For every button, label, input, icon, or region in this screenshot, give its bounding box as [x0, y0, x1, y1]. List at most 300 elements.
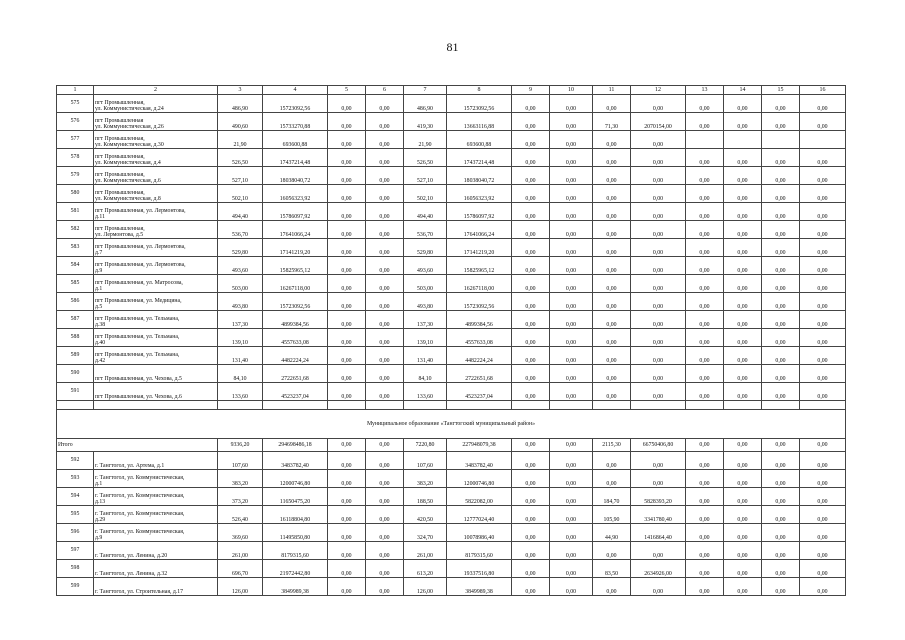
value-cell-c5: 0,00 — [328, 149, 366, 167]
value-cell-c15: 0,00 — [762, 149, 800, 167]
table-row — [57, 293, 846, 311]
value-cell-c13: 0,00 — [686, 506, 724, 524]
address-cell — [94, 149, 218, 167]
value-cell-c6: 0,00 — [366, 488, 404, 506]
value-cell-c4: 11495850,80 — [263, 524, 328, 542]
value-cell-c12: 0,00 — [631, 452, 686, 470]
value-cell-c16: 0,00 — [800, 239, 846, 257]
value-cell-c13: 0,00 — [686, 488, 724, 506]
value-cell-c8: 13663116,88 — [447, 113, 512, 131]
value-cell-c10: 0,00 — [550, 329, 593, 347]
value-cell-c5: 0,00 — [328, 167, 366, 185]
value-cell-c16: 0,00 — [800, 149, 846, 167]
total-value-c11: 2115,30 — [593, 439, 631, 452]
value-cell-c15: 0,00 — [762, 488, 800, 506]
address-line-1: г. Тангтогол, ул. Коммунистическая, — [95, 474, 185, 481]
value-cell-c9: 0,00 — [512, 311, 550, 329]
value-cell-c12: 0,00 — [631, 149, 686, 167]
row-number: 590 — [57, 365, 94, 383]
value-cell-c10: 0,00 — [550, 167, 593, 185]
value-cell-c5: 0,00 — [328, 470, 366, 488]
value-cell-c6: 0,00 — [366, 470, 404, 488]
total-label: Итого — [57, 439, 218, 452]
row-number: 585 — [57, 275, 94, 293]
value-cell-c9: 0,00 — [512, 203, 550, 221]
address-line-1: г. Тангтогол, ул. Ленина, д.32 — [95, 570, 168, 577]
value-cell-c15: 0,00 — [762, 221, 800, 239]
value-cell-c14: 0,00 — [724, 452, 762, 470]
table-row — [57, 113, 846, 131]
value-cell-c3: 493,80 — [218, 293, 263, 311]
total-value-c4: 294698486,18 — [263, 439, 328, 452]
value-cell-c6: 0,00 — [366, 131, 404, 149]
value-cell-c15: 0,00 — [762, 257, 800, 275]
value-cell-c12: 0,00 — [631, 293, 686, 311]
address-line-1: пгт Промышленная, ул. Тельмана, — [95, 315, 180, 322]
total-value-c14: 0,00 — [724, 439, 762, 452]
value-cell-c4: 16118804,80 — [263, 506, 328, 524]
value-cell-c14: 0,00 — [724, 239, 762, 257]
value-cell-c13: 0,00 — [686, 257, 724, 275]
value-cell-c5: 0,00 — [328, 560, 366, 578]
address-cell — [94, 275, 218, 293]
value-cell-c5: 0,00 — [328, 275, 366, 293]
value-cell-c12: 3341780,40 — [631, 506, 686, 524]
value-cell-c6: 0,00 — [366, 113, 404, 131]
value-cell-c7: 493,60 — [404, 257, 447, 275]
value-cell-c4: 3849989,38 — [263, 578, 328, 596]
value-cell-c13: 0,00 — [686, 221, 724, 239]
value-cell-c14: 0,00 — [724, 221, 762, 239]
page-number: 81 — [446, 40, 459, 54]
value-cell-c12: 0,00 — [631, 131, 686, 149]
value-cell-c11: 44,90 — [593, 524, 631, 542]
table-row — [57, 347, 846, 365]
table-row — [57, 329, 846, 347]
value-cell-c16: 0,00 — [800, 560, 846, 578]
value-cell-c8: 12000746,80 — [447, 470, 512, 488]
column-header-15: 15 — [762, 86, 800, 95]
address-cell — [94, 452, 218, 470]
value-cell-c14: 0,00 — [724, 257, 762, 275]
address-line-2: ул. Лермонтова, д.5 — [95, 231, 144, 238]
empty-cell — [404, 401, 447, 410]
value-cell-c9: 0,00 — [512, 113, 550, 131]
address-line-1: пгт Промышленная, — [95, 225, 145, 232]
value-cell-c7: 131,40 — [404, 347, 447, 365]
value-cell-c14: 0,00 — [724, 167, 762, 185]
address-cell — [94, 329, 218, 347]
value-cell-c11: 184,70 — [593, 488, 631, 506]
address-line-1: г. Тангтогол, ул. Ленина, д.20 — [95, 552, 168, 559]
address-line-1: пгт Промышленная, ул. Лермонтова, — [95, 261, 186, 268]
value-cell-c16: 0,00 — [800, 383, 846, 401]
value-cell-c7: 494,40 — [404, 203, 447, 221]
value-cell-c3: 536,70 — [218, 221, 263, 239]
value-cell-c9: 0,00 — [512, 221, 550, 239]
address-cell — [94, 167, 218, 185]
value-cell-c3: 696,70 — [218, 560, 263, 578]
column-header-12: 12 — [631, 86, 686, 95]
value-cell-c16: 0,00 — [800, 452, 846, 470]
table-body — [57, 86, 846, 596]
table-row — [57, 185, 846, 203]
value-cell-c6: 0,00 — [366, 185, 404, 203]
value-cell-c5: 0,00 — [328, 221, 366, 239]
value-cell-c15: 0,00 — [762, 293, 800, 311]
empty-cell — [593, 401, 631, 410]
value-cell-c4: 4899384,56 — [263, 311, 328, 329]
table-row — [57, 560, 846, 578]
value-cell-c9: 0,00 — [512, 275, 550, 293]
address-line-2: ул. Коммунистическая, д.6 — [95, 177, 161, 184]
value-cell-c11: 0,00 — [593, 239, 631, 257]
value-cell-c13 — [686, 131, 724, 149]
address-line-2: д.38 — [95, 321, 106, 328]
value-cell-c3: 493,60 — [218, 257, 263, 275]
table-row — [57, 506, 846, 524]
value-cell-c10: 0,00 — [550, 452, 593, 470]
value-cell-c11: 0,00 — [593, 578, 631, 596]
value-cell-c7: 419,30 — [404, 113, 447, 131]
table-row — [57, 275, 846, 293]
address-line-1: пгт Промышленная — [95, 117, 144, 124]
total-value-c3: 9336,20 — [218, 439, 263, 452]
value-cell-c5: 0,00 — [328, 113, 366, 131]
address-line-2: д.9 — [95, 534, 103, 541]
value-cell-c10: 0,00 — [550, 95, 593, 113]
total-value-c12: 66750406,80 — [631, 439, 686, 452]
row-number: 597 — [57, 542, 94, 560]
value-cell-c11: 71,30 — [593, 113, 631, 131]
row-number: 584 — [57, 257, 94, 275]
value-cell-c5: 0,00 — [328, 452, 366, 470]
total-value-c9: 0,00 — [512, 439, 550, 452]
value-cell-c4: 2722651,68 — [263, 365, 328, 383]
total-value-c15: 0,00 — [762, 439, 800, 452]
value-cell-c10: 0,00 — [550, 347, 593, 365]
value-cell-c8: 10078986,40 — [447, 524, 512, 542]
value-cell-c9: 0,00 — [512, 542, 550, 560]
value-cell-c14: 0,00 — [724, 311, 762, 329]
value-cell-c10: 0,00 — [550, 113, 593, 131]
value-cell-c10: 0,00 — [550, 560, 593, 578]
value-cell-c4: 4557633,08 — [263, 329, 328, 347]
column-header-2: 2 — [94, 86, 218, 95]
row-number: 591 — [57, 383, 94, 401]
column-header-3: 3 — [218, 86, 263, 95]
address-cell — [94, 383, 218, 401]
value-cell-c14: 0,00 — [724, 203, 762, 221]
address-line-1: пгт Промышленная, — [95, 189, 145, 196]
table-row — [57, 221, 846, 239]
value-cell-c13: 0,00 — [686, 470, 724, 488]
address-cell — [94, 203, 218, 221]
address-line-1: г. Тангтогол, ул. Строительная, д.17 — [95, 588, 184, 595]
value-cell-c7: 84,10 — [404, 365, 447, 383]
value-cell-c6: 0,00 — [366, 383, 404, 401]
section-title: Муниципальное образование «Тангтогский муниципальный район» — [57, 410, 846, 439]
value-cell-c15: 0,00 — [762, 506, 800, 524]
value-cell-c13: 0,00 — [686, 452, 724, 470]
address-line-1: г. Тангтогол, ул. Коммунистическая, — [95, 510, 185, 517]
value-cell-c13: 0,00 — [686, 239, 724, 257]
value-cell-c8: 4899384,56 — [447, 311, 512, 329]
value-cell-c10: 0,00 — [550, 293, 593, 311]
value-cell-c5: 0,00 — [328, 311, 366, 329]
value-cell-c3: 383,20 — [218, 470, 263, 488]
value-cell-c14: 0,00 — [724, 365, 762, 383]
value-cell-c11: 83,50 — [593, 560, 631, 578]
value-cell-c10: 0,00 — [550, 524, 593, 542]
table-row — [57, 95, 846, 113]
value-cell-c5: 0,00 — [328, 488, 366, 506]
table-row — [57, 488, 846, 506]
row-number: 576 — [57, 113, 94, 131]
value-cell-c3: 139,10 — [218, 329, 263, 347]
empty-cell — [366, 401, 404, 410]
value-cell-c11: 0,00 — [593, 365, 631, 383]
value-cell-c14: 0,00 — [724, 488, 762, 506]
value-cell-c5: 0,00 — [328, 365, 366, 383]
value-cell-c12: 0,00 — [631, 347, 686, 365]
value-cell-c11: 0,00 — [593, 347, 631, 365]
value-cell-c15: 0,00 — [762, 113, 800, 131]
value-cell-c15: 0,00 — [762, 452, 800, 470]
value-cell-c8: 3483782,40 — [447, 452, 512, 470]
value-cell-c7: 126,00 — [404, 578, 447, 596]
value-cell-c3: 21,90 — [218, 131, 263, 149]
empty-cell — [328, 401, 366, 410]
row-number: 593 — [57, 470, 94, 488]
column-header-8: 8 — [447, 86, 512, 95]
capital-repair-table — [56, 85, 846, 596]
column-number-row — [57, 86, 846, 95]
value-cell-c10: 0,00 — [550, 311, 593, 329]
value-cell-c5: 0,00 — [328, 203, 366, 221]
address-line-1: пгт Промышленная, ул. Лермонтова, — [95, 243, 186, 250]
row-number: 575 — [57, 95, 94, 113]
value-cell-c7: 324,70 — [404, 524, 447, 542]
value-cell-c9: 0,00 — [512, 149, 550, 167]
value-cell-c9: 0,00 — [512, 95, 550, 113]
value-cell-c11: 0,00 — [593, 131, 631, 149]
value-cell-c7: 527,10 — [404, 167, 447, 185]
address-cell — [94, 470, 218, 488]
value-cell-c10: 0,00 — [550, 470, 593, 488]
value-cell-c5: 0,00 — [328, 239, 366, 257]
value-cell-c6: 0,00 — [366, 257, 404, 275]
address-cell — [94, 347, 218, 365]
address-line-1: пгт Промышленная, ул. Тельмана, — [95, 333, 180, 340]
address-cell — [94, 257, 218, 275]
value-cell-c14: 0,00 — [724, 329, 762, 347]
value-cell-c4: 12000746,80 — [263, 470, 328, 488]
value-cell-c15: 0,00 — [762, 542, 800, 560]
value-cell-c4: 16056323,92 — [263, 185, 328, 203]
value-cell-c6: 0,00 — [366, 452, 404, 470]
value-cell-c15: 0,00 — [762, 524, 800, 542]
value-cell-c7: 139,10 — [404, 329, 447, 347]
value-cell-c11: 0,00 — [593, 257, 631, 275]
value-cell-c16: 0,00 — [800, 542, 846, 560]
row-number: 581 — [57, 203, 94, 221]
value-cell-c14: 0,00 — [724, 185, 762, 203]
empty-cell — [550, 401, 593, 410]
value-cell-c15: 0,00 — [762, 167, 800, 185]
value-cell-c11: 0,00 — [593, 203, 631, 221]
value-cell-c6: 0,00 — [366, 149, 404, 167]
row-number: 582 — [57, 221, 94, 239]
value-cell-c15: 0,00 — [762, 578, 800, 596]
value-cell-c3: 494,40 — [218, 203, 263, 221]
address-line-1: пгт Промышленная, ул. Медицина, — [95, 297, 182, 304]
value-cell-c13: 0,00 — [686, 542, 724, 560]
value-cell-c3: 527,10 — [218, 167, 263, 185]
address-line-1: пгт Промышленная, — [95, 135, 145, 142]
value-cell-c4: 18038040,72 — [263, 167, 328, 185]
table-row — [57, 131, 846, 149]
value-cell-c3: 261,00 — [218, 542, 263, 560]
table-row — [57, 257, 846, 275]
value-cell-c9: 0,00 — [512, 383, 550, 401]
value-cell-c4: 11650475,20 — [263, 488, 328, 506]
value-cell-c5: 0,00 — [328, 542, 366, 560]
value-cell-c10: 0,00 — [550, 149, 593, 167]
empty-cell — [800, 401, 846, 410]
column-header-7: 7 — [404, 86, 447, 95]
row-number: 589 — [57, 347, 94, 365]
row-number: 587 — [57, 311, 94, 329]
value-cell-c7: 261,00 — [404, 542, 447, 560]
value-cell-c15: 0,00 — [762, 95, 800, 113]
value-cell-c13: 0,00 — [686, 365, 724, 383]
row-number: 578 — [57, 149, 94, 167]
value-cell-c5: 0,00 — [328, 257, 366, 275]
value-cell-c13: 0,00 — [686, 185, 724, 203]
value-cell-c11: 0,00 — [593, 311, 631, 329]
value-cell-c9: 0,00 — [512, 365, 550, 383]
value-cell-c13: 0,00 — [686, 383, 724, 401]
value-cell-c11: 0,00 — [593, 542, 631, 560]
address-cell — [94, 542, 218, 560]
value-cell-c12: 1416864,40 — [631, 524, 686, 542]
value-cell-c12: 0,00 — [631, 470, 686, 488]
value-cell-c12: 2070154,00 — [631, 113, 686, 131]
value-cell-c13: 0,00 — [686, 149, 724, 167]
value-cell-c7: 383,20 — [404, 470, 447, 488]
value-cell-c15: 0,00 — [762, 275, 800, 293]
value-cell-c9: 0,00 — [512, 329, 550, 347]
value-cell-c7: 503,00 — [404, 275, 447, 293]
row-number: 599 — [57, 578, 94, 596]
value-cell-c13: 0,00 — [686, 347, 724, 365]
value-cell-c8: 19337516,80 — [447, 560, 512, 578]
value-cell-c5: 0,00 — [328, 506, 366, 524]
address-cell — [94, 488, 218, 506]
value-cell-c3: 126,00 — [218, 578, 263, 596]
value-cell-c3: 107,60 — [218, 452, 263, 470]
value-cell-c12: 0,00 — [631, 578, 686, 596]
value-cell-c6: 0,00 — [366, 365, 404, 383]
value-cell-c6: 0,00 — [366, 95, 404, 113]
value-cell-c8: 18038040,72 — [447, 167, 512, 185]
value-cell-c14: 0,00 — [724, 293, 762, 311]
address-line-2: д.42 — [95, 357, 106, 364]
value-cell-c14: 0,00 — [724, 578, 762, 596]
value-cell-c12: 0,00 — [631, 329, 686, 347]
value-cell-c16: 0,00 — [800, 167, 846, 185]
value-cell-c6: 0,00 — [366, 239, 404, 257]
address-line-1: пгт Промышленная, ул. Тельмана, — [95, 351, 180, 358]
value-cell-c11: 0,00 — [593, 329, 631, 347]
address-line-2: ул. Коммунистическая, д.26 — [95, 123, 164, 130]
value-cell-c6: 0,00 — [366, 293, 404, 311]
value-cell-c13: 0,00 — [686, 95, 724, 113]
address-cell — [94, 293, 218, 311]
address-cell — [94, 131, 218, 149]
value-cell-c4: 3483782,40 — [263, 452, 328, 470]
value-cell-c16: 0,00 — [800, 275, 846, 293]
value-cell-c15: 0,00 — [762, 470, 800, 488]
value-cell-c12: 0,00 — [631, 95, 686, 113]
value-cell-c16: 0,00 — [800, 113, 846, 131]
value-cell-c6: 0,00 — [366, 167, 404, 185]
value-cell-c16: 0,00 — [800, 329, 846, 347]
value-cell-c7: 486,90 — [404, 95, 447, 113]
address-cell — [94, 95, 218, 113]
table-row — [57, 365, 846, 383]
row-number: 592 — [57, 452, 94, 470]
value-cell-c11: 0,00 — [593, 293, 631, 311]
address-line-2: д.11 — [95, 213, 105, 220]
value-cell-c12: 0,00 — [631, 311, 686, 329]
value-cell-c8: 16267118,00 — [447, 275, 512, 293]
table-row — [57, 149, 846, 167]
value-cell-c13: 0,00 — [686, 167, 724, 185]
empty-cell — [686, 401, 724, 410]
value-cell-c14: 0,00 — [724, 95, 762, 113]
value-cell-c5: 0,00 — [328, 524, 366, 542]
value-cell-c13: 0,00 — [686, 560, 724, 578]
value-cell-c11: 0,00 — [593, 95, 631, 113]
value-cell-c11: 0,00 — [593, 275, 631, 293]
column-header-11: 11 — [593, 86, 631, 95]
table-row — [57, 452, 846, 470]
spacer-row — [57, 401, 846, 410]
value-cell-c4: 4523237,04 — [263, 383, 328, 401]
value-cell-c12: 0,00 — [631, 185, 686, 203]
value-cell-c15: 0,00 — [762, 239, 800, 257]
value-cell-c12: 0,00 — [631, 239, 686, 257]
value-cell-c11: 0,00 — [593, 452, 631, 470]
value-cell-c8: 2722651,68 — [447, 365, 512, 383]
value-cell-c5: 0,00 — [328, 95, 366, 113]
value-cell-c5: 0,00 — [328, 293, 366, 311]
value-cell-c10: 0,00 — [550, 257, 593, 275]
value-cell-c9: 0,00 — [512, 578, 550, 596]
address-line-1: пгт Промышленная, ул. Чехова, д.6 — [95, 393, 182, 400]
value-cell-c12: 0,00 — [631, 365, 686, 383]
value-cell-c14: 0,00 — [724, 524, 762, 542]
value-cell-c12: 0,00 — [631, 257, 686, 275]
value-cell-c12: 0,00 — [631, 275, 686, 293]
value-cell-c11: 105,90 — [593, 506, 631, 524]
column-header-9: 9 — [512, 86, 550, 95]
address-cell — [94, 524, 218, 542]
value-cell-c10: 0,00 — [550, 542, 593, 560]
address-line-2: д.9 — [95, 267, 103, 274]
